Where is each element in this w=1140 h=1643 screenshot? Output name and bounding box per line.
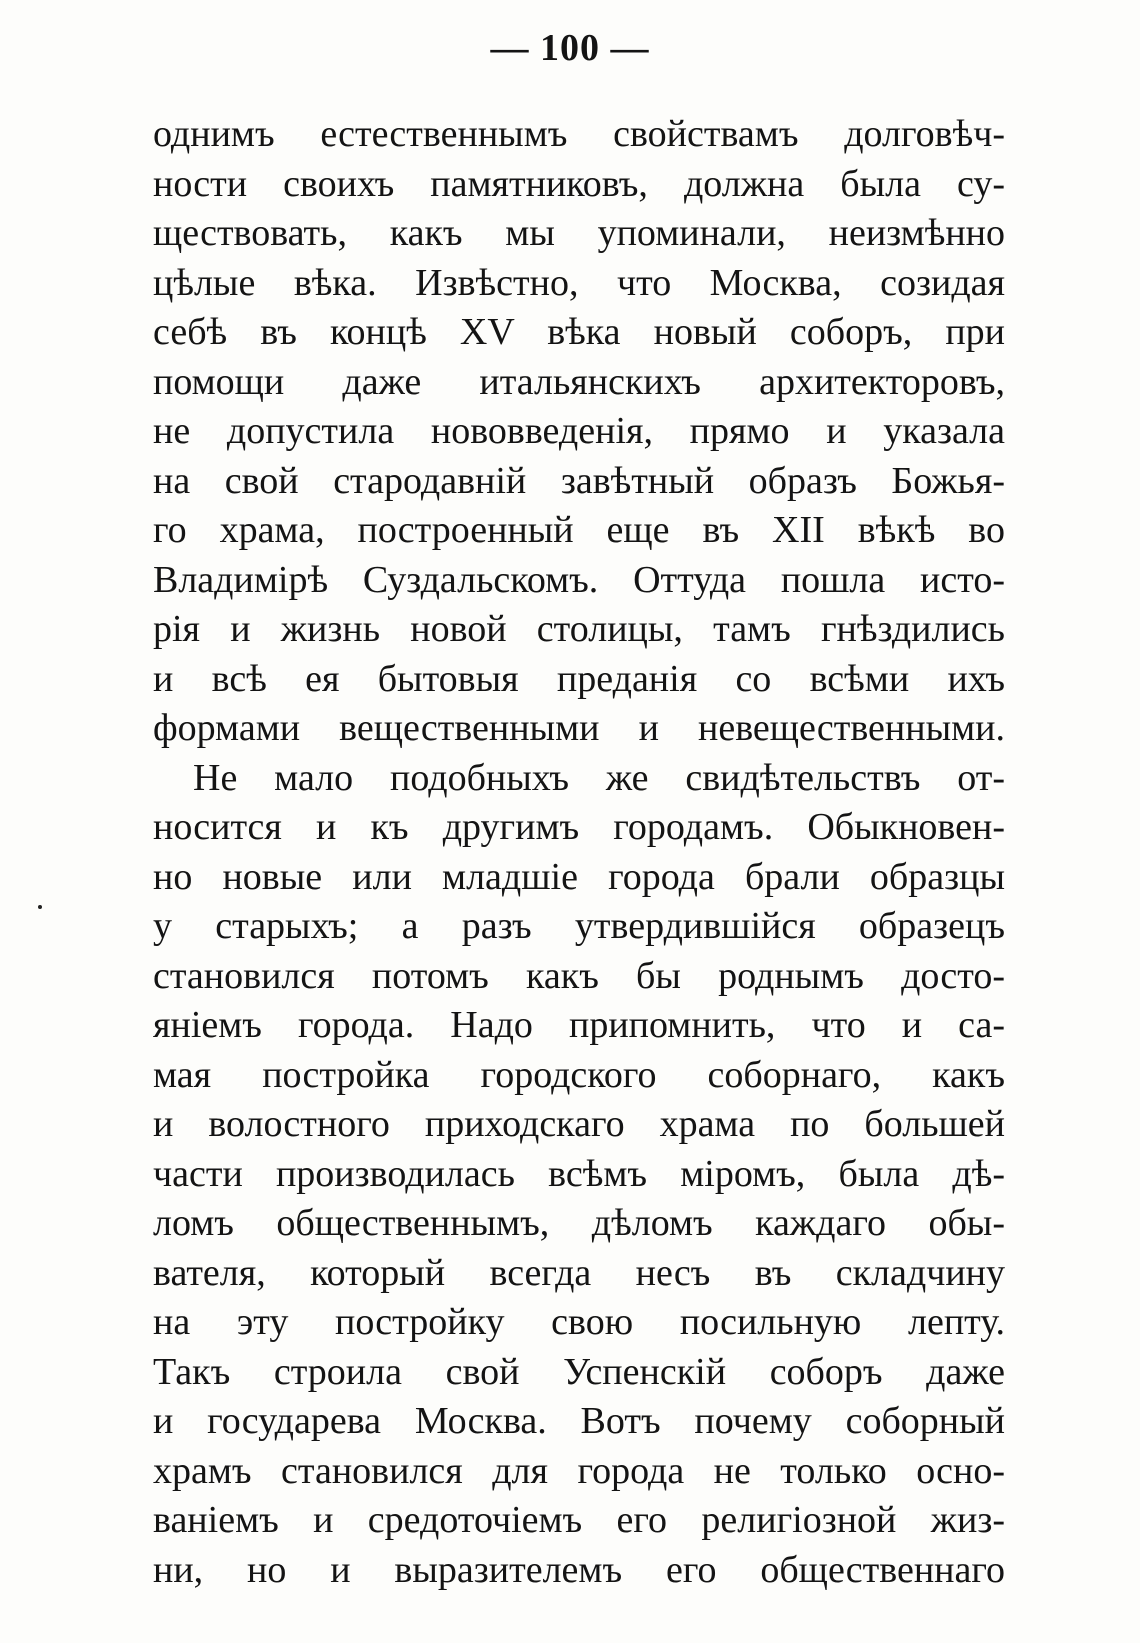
text-line: себѣ въ концѣ XV вѣка новый соборъ, при: [153, 311, 1005, 353]
text-line: ни, но и выразителемъ его общественнаго: [153, 1548, 1005, 1591]
text-line: вателя, который всегда несъ въ складчину: [153, 1251, 1005, 1294]
text-line: у старыхъ; а разъ утвердившійся образецъ: [153, 905, 1005, 947]
text-line: части производилась всѣмъ міромъ, была дѣ-: [153, 1152, 1005, 1195]
text-line: не допустила нововведенія, прямо и указала: [153, 410, 1005, 452]
paragraph-2: [153, 754, 1005, 1596]
text-line: го храма, построенный еще въ XII вѣкѣ во: [153, 509, 1005, 551]
text-line: и всѣ ея бытовыя преданія со всѣми ихъ: [153, 657, 1005, 700]
text-line: становился потомъ какъ бы роднымъ досто-: [153, 954, 1005, 997]
text-line: Владимірѣ Суздальскомъ. Оттуда пошла исто-: [153, 558, 1005, 601]
paragraph-1: [153, 110, 1005, 754]
text-line: помощи даже итальянскихъ архитекторовъ,: [153, 360, 1005, 403]
text-line: но новые или младшіе города брали образцы: [153, 855, 1005, 898]
text-line: и волостного приходскаго храма по большей: [153, 1103, 1005, 1145]
text-line: на свой стародавній завѣтный образъ Божья-: [153, 459, 1005, 502]
text-line: ществовать, какъ мы упоминали, неизмѣнно: [153, 212, 1005, 254]
text-line: яніемъ города. Надо припомнить, что и са-: [153, 1004, 1005, 1046]
text-line: на эту постройку свою посильную лепту.: [153, 1301, 1005, 1343]
text-line: Такъ строила свой Успенскій соборъ даже: [153, 1350, 1005, 1393]
text-line: и государева Москва. Вотъ почему соборный: [153, 1400, 1005, 1442]
text-line: Не мало подобныхъ же свидѣтельствъ от-: [193, 756, 1005, 799]
text-line: мая постройка городского соборнаго, какъ: [153, 1053, 1005, 1096]
text-line: ности своихъ памятниковъ, должна была су-: [153, 162, 1005, 205]
text-line: цѣлые вѣка. Извѣстно, что Москва, созидая: [153, 261, 1005, 304]
page-number: — 100 —: [490, 27, 650, 69]
text-line: формами вещественными и невещественными.: [153, 707, 1005, 749]
text-line: ваніемъ и средоточіемъ его религіозной жиз-: [153, 1499, 1005, 1541]
text-line: храмъ становился для города не только осно-: [153, 1449, 1005, 1492]
text-line: рія и жизнь новой столицы, тамъ гнѣздились: [153, 608, 1005, 650]
scan-speck: [38, 905, 42, 909]
body-text: [153, 110, 1005, 1595]
text-line: однимъ естественнымъ свойствамъ долговѣч-: [153, 113, 1005, 155]
text-line: носится и къ другимъ городамъ. Обыкновен-: [153, 806, 1005, 848]
text-line: ломъ общественнымъ, дѣломъ каждаго обы-: [153, 1202, 1005, 1244]
